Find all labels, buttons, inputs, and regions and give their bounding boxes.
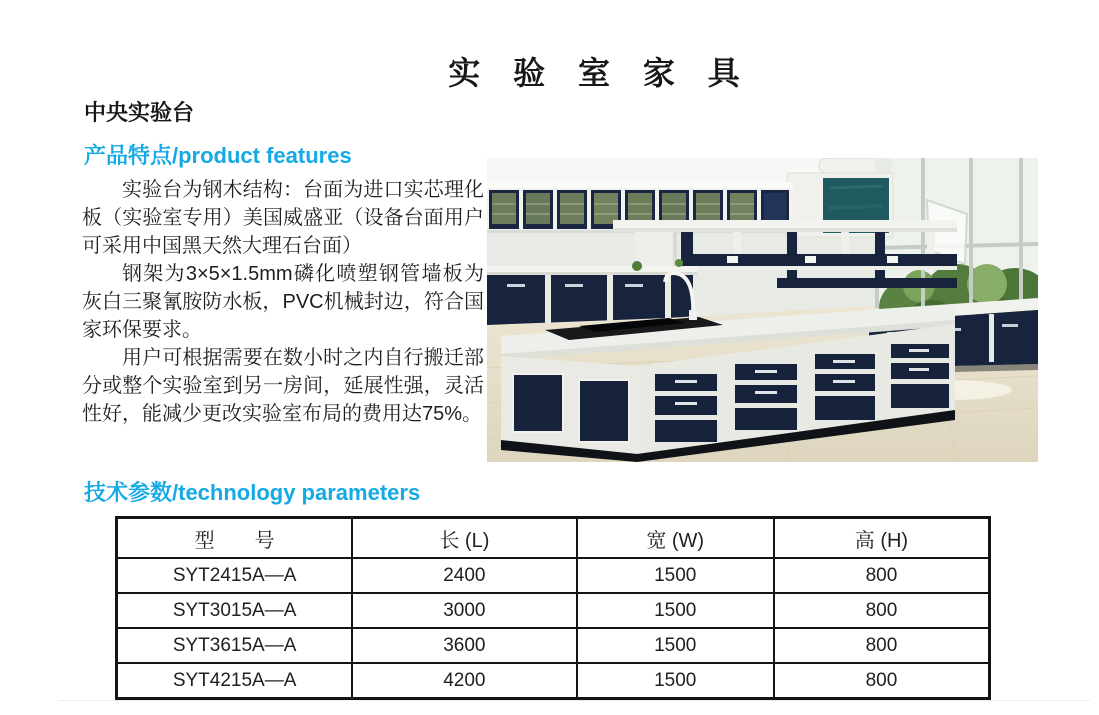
table-row [117, 628, 990, 663]
table-row [117, 558, 990, 593]
cell-height: 800 [774, 663, 990, 699]
specs-table-wrap [115, 516, 991, 700]
features-paragraph: 钢架为3×5×1.5mm磷化喷塑钢管墙板为灰白三聚氰胺防水板，PVC机械封边，符合国家环保要求。 [82, 263, 484, 341]
cell-width: 1500 [577, 558, 774, 593]
features-paragraph: 用户可根据需要在数小时之内自行搬迁部分或整个实验室到另一房间，延展性强，灵活性好，能减少更改实验室布局的费用达75%。 [82, 347, 484, 425]
specs-table [115, 516, 991, 700]
col-header-model: 型 号 [117, 518, 353, 559]
page-title: 实 验 室 家 具 [448, 55, 752, 91]
cell-height: 800 [774, 593, 990, 628]
cell-width: 1500 [577, 663, 774, 699]
col-header-length: 长 (L) [352, 518, 576, 559]
cell-height: 800 [774, 628, 990, 663]
col-header-width: 宽 (W) [577, 518, 774, 559]
cell-model: SYT2415A—A [117, 558, 353, 593]
cell-length: 3000 [352, 593, 576, 628]
page-bottom-rule [58, 700, 1090, 701]
cell-height: 800 [774, 558, 990, 593]
faucet-base [689, 310, 697, 320]
specs-heading: 技术参数/technology parameters [84, 480, 421, 505]
cell-width: 1500 [577, 593, 774, 628]
back-counter [487, 259, 697, 325]
cell-width: 1500 [577, 628, 774, 663]
cell-length: 2400 [352, 558, 576, 593]
features-paragraph: 实验台为钢木结构：台面为进口实芯理化板（实验室专用）美国威盛亚（设备台面用户可采用中国黑天然大理石台面） [82, 179, 484, 257]
features-heading: 产品特点/product features [84, 143, 352, 168]
table-row [117, 663, 990, 699]
product-category-title: 中央实验台 [84, 100, 195, 125]
table-header-row [117, 518, 990, 559]
cell-length: 3600 [352, 628, 576, 663]
table-row [117, 593, 990, 628]
cell-model: SYT3615A—A [117, 628, 353, 663]
features-text-block [82, 176, 484, 428]
cell-model: SYT3015A—A [117, 593, 353, 628]
cell-model: SYT4215A—A [117, 663, 353, 699]
lab-bench-photo [487, 158, 1038, 462]
cell-length: 4200 [352, 663, 576, 699]
lab-photo-illustration [487, 158, 1038, 462]
col-header-height: 高 (H) [774, 518, 990, 559]
